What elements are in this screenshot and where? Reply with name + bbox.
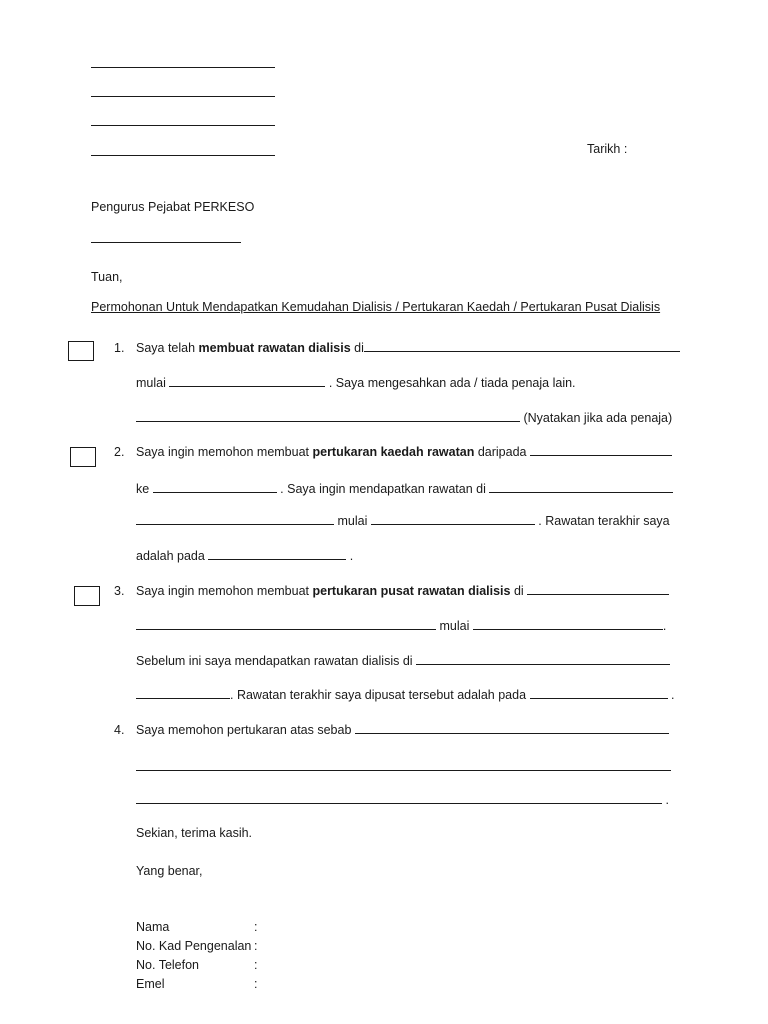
item-1-number: 1. — [114, 341, 125, 355]
start-date-blank[interactable] — [169, 375, 325, 387]
item-4-line-1: Saya memohon pertukaran atas sebab — [136, 722, 669, 738]
item-3-number: 3. — [114, 584, 125, 598]
item-1-line-2: mulai . Saya mengesahkan ada / tiada penaja lain. — [136, 376, 576, 390]
reason-blank-3[interactable] — [136, 792, 662, 804]
subject: Permohonan Untuk Mendapatkan Kemudahan Dialisis / Pertukaran Kaedah / Pertukaran Pusat Dialisis — [91, 300, 661, 314]
item-3-line-3: Sebelum ini saya mendapatkan rawatan dialisis di — [136, 653, 670, 669]
method-to-blank[interactable] — [153, 481, 277, 493]
dialysis-location-blank[interactable] — [364, 340, 680, 352]
center-start-date-blank[interactable] — [473, 618, 663, 630]
sender-address-line-1[interactable] — [91, 67, 275, 68]
item-3-line-1: Saya ingin memohon membuat pertukaran pusat rawatan dialisis di — [136, 583, 669, 599]
recipient: Pengurus Pejabat PERKESO — [91, 200, 255, 214]
item-2-number: 2. — [114, 445, 125, 459]
checkbox-item-2[interactable] — [70, 447, 96, 467]
treatment-center-blank[interactable] — [136, 513, 334, 525]
method-from-blank[interactable] — [530, 444, 672, 456]
previous-center-cont-blank[interactable] — [136, 687, 230, 699]
item-4-number: 4. — [114, 723, 125, 737]
last-treatment-date-blank[interactable] — [208, 548, 346, 560]
method-start-date-blank[interactable] — [371, 513, 535, 525]
sender-address-line-4[interactable] — [91, 155, 275, 156]
item-3-line-2: mulai . — [136, 618, 666, 634]
item-2-line-2: ke . Saya ingin mendapatkan rawatan di — [136, 481, 673, 497]
sender-address-line-3[interactable] — [91, 125, 275, 126]
item-3-line-4: . Rawatan terakhir saya dipusat tersebut adalah pada . — [136, 687, 674, 703]
item-2-line-4: adalah pada . — [136, 549, 354, 563]
item-1-line-3: (Nyatakan jika ada penaja) — [136, 410, 672, 426]
item-2-line-1: Saya ingin memohon membuat pertukaran kaedah rawatan daripada — [136, 444, 672, 460]
date-label: Tarikh : — [587, 142, 628, 156]
reason-blank-2[interactable] — [136, 770, 671, 771]
new-center-address-blank[interactable] — [136, 618, 436, 630]
salutation: Tuan, — [91, 270, 123, 284]
field-name: Nama : — [136, 920, 258, 934]
item-2-line-3: mulai . Rawatan terakhir saya — [136, 513, 670, 529]
field-email: Emel : — [136, 977, 258, 991]
checkbox-item-1[interactable] — [68, 341, 94, 361]
recipient-office-line[interactable] — [91, 242, 241, 243]
field-phone: No. Telefon : — [136, 958, 258, 972]
field-ic-number: No. Kad Pengenalan : — [136, 939, 258, 953]
previous-last-date-blank[interactable] — [530, 687, 668, 699]
closing-thanks: Sekian, terima kasih. — [136, 826, 253, 840]
checkbox-item-3[interactable] — [74, 586, 100, 606]
reason-blank-1[interactable] — [355, 722, 669, 734]
sponsor-blank[interactable] — [136, 410, 520, 422]
treatment-location-blank[interactable] — [489, 481, 673, 493]
closing-sign: Yang benar, — [136, 864, 203, 878]
new-center-blank[interactable] — [527, 583, 669, 595]
item-1-line-1: Saya telah membuat rawatan dialisis di — [136, 340, 680, 356]
item-4-line-3: . — [136, 792, 669, 808]
sender-address-line-2[interactable] — [91, 96, 275, 97]
previous-center-blank[interactable] — [416, 653, 670, 665]
